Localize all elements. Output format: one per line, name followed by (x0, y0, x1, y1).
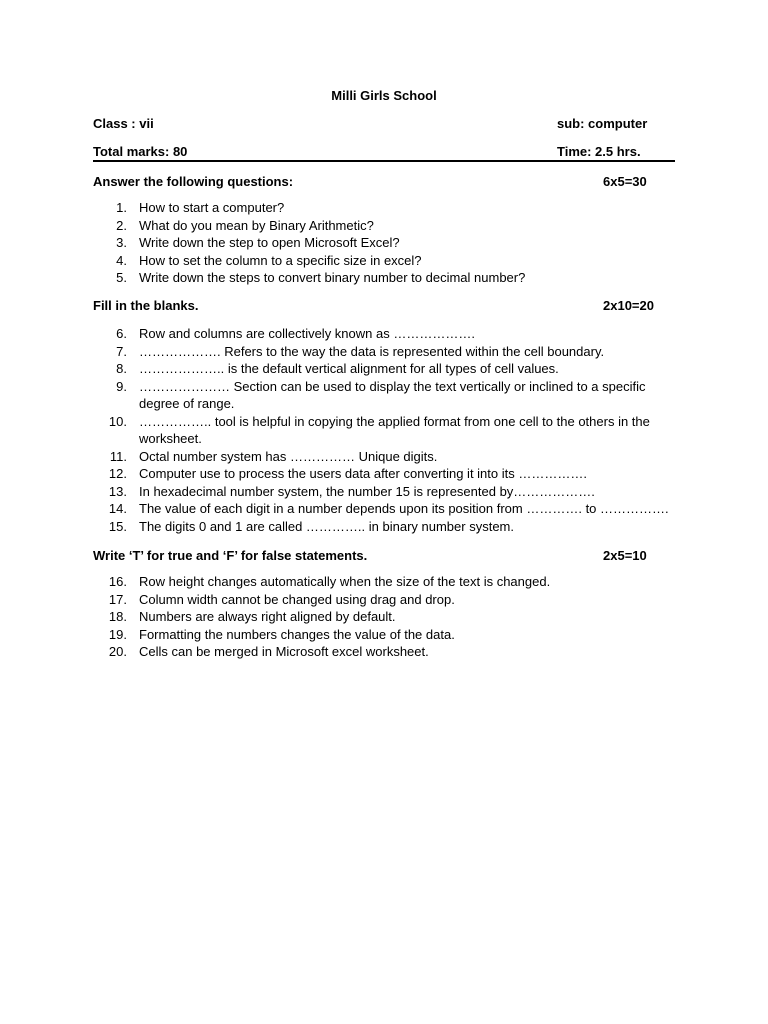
section-heading-true-false (93, 548, 675, 563)
question-number: 8. (116, 361, 127, 376)
question-item (93, 234, 675, 252)
question-text: The value of each digit in a number depends upon its position from …………. to ……………. (139, 501, 669, 516)
marks-time-row (93, 144, 675, 159)
question-item (93, 643, 675, 661)
total-marks-label: Total marks: 80 (93, 144, 188, 159)
question-text: Computer use to process the users data after converting it into its ……………. (139, 466, 587, 481)
question-text: How to start a computer? (139, 200, 285, 215)
question-number: 15. (108, 518, 127, 534)
subject-label: sub: computer (557, 116, 648, 131)
section-marks: 2x5=10 (603, 548, 647, 563)
question-item (93, 483, 675, 501)
question-text: Numbers are always right aligned by default. (139, 609, 396, 624)
question-text: Write down the step to open Microsoft Excel? (139, 235, 400, 250)
question-number: 16. (108, 574, 127, 589)
class-subject-row (93, 116, 675, 131)
section-heading-questions (93, 174, 675, 189)
time-label: Time: 2.5 hrs. (557, 144, 641, 159)
question-number: 20. (108, 644, 127, 659)
question-text: Formatting the numbers changes the value of the data. (139, 626, 455, 642)
question-text: Row height changes automatically when the size of the text is changed. (139, 574, 551, 589)
question-number: 17. (108, 591, 127, 607)
question-item (93, 608, 675, 626)
question-text: In hexadecimal number system, the number 15 is represented by………………. (139, 483, 595, 499)
question-number: 4. (116, 252, 127, 268)
question-text: Octal number system has …………… Unique digits. (139, 448, 438, 464)
question-number: 10. (108, 413, 127, 429)
question-item (93, 573, 675, 591)
question-number: 11. (109, 448, 127, 464)
question-text: Write down the steps to convert binary number to decimal number? (139, 270, 526, 285)
question-item (93, 199, 675, 217)
question-text: Row and columns are collectively known as ………………. (139, 326, 475, 341)
question-item (93, 378, 675, 413)
question-item (93, 448, 675, 466)
question-text: ………………. Refers to the way the data is represented within the cell boundary. (139, 343, 605, 359)
question-text: The digits 0 and 1 are called ………….. in binary number system. (139, 518, 514, 534)
question-number: 14. (108, 501, 127, 516)
school-title: Milli Girls School (331, 88, 437, 103)
question-number: 12. (108, 466, 127, 481)
question-number: 13. (108, 483, 127, 499)
section-title: Fill in the blanks. (93, 298, 199, 313)
question-number: 18. (108, 609, 127, 624)
question-number: 5. (116, 270, 127, 285)
question-item (93, 343, 675, 361)
question-list-fill-blanks (93, 325, 675, 535)
question-number: 6. (116, 326, 127, 341)
question-item (93, 269, 675, 287)
question-text: …………….. tool is helpful in copying the applied format from one cell to the others in the worksheet. (139, 413, 650, 446)
question-item (93, 360, 675, 378)
question-item (93, 252, 675, 270)
question-item (93, 500, 675, 518)
section-title: Write ‘T’ for true and ‘F’ for false statements. (93, 548, 368, 563)
question-item (93, 626, 675, 644)
question-item (93, 518, 675, 536)
question-item (93, 465, 675, 483)
question-number: 7. (116, 343, 127, 359)
class-label: Class : vii (93, 116, 154, 131)
question-number: 1. (116, 200, 127, 215)
question-text: How to set the column to a specific size in excel? (139, 252, 422, 268)
question-item (93, 591, 675, 609)
section-marks: 6x5=30 (603, 174, 647, 189)
question-text: Cells can be merged in Microsoft excel worksheet. (139, 644, 429, 659)
question-number: 19. (108, 626, 127, 642)
section-marks: 2x10=20 (603, 298, 654, 313)
header-divider (93, 160, 675, 162)
question-item (93, 217, 675, 235)
question-text: Column width cannot be changed using drag and drop. (139, 591, 455, 607)
section-heading-fill-blanks (93, 298, 675, 313)
question-number: 3. (116, 235, 127, 250)
question-number: 2. (116, 217, 127, 233)
question-item (93, 325, 675, 343)
question-number: 9. (116, 378, 127, 394)
question-text: What do you mean by Binary Arithmetic? (139, 217, 374, 233)
question-text: ……………….. is the default vertical alignment for all types of cell values. (139, 361, 559, 376)
question-text: ………………… Section can be used to display the text vertically or inclined to a specific degree of range. (139, 378, 646, 411)
question-item (93, 413, 675, 448)
section-title: Answer the following questions: (93, 174, 294, 189)
question-list-answers (93, 199, 675, 287)
question-list-true-false (93, 573, 675, 661)
